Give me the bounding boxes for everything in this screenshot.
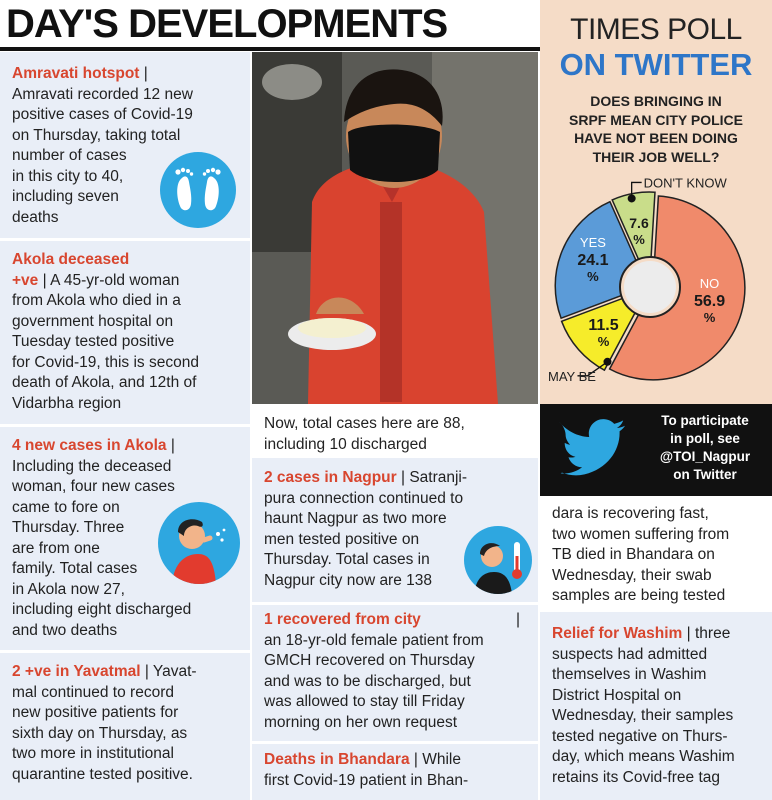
- story-text: came to fore on: [12, 498, 120, 516]
- poll-question: [550, 92, 762, 166]
- pie-unit-label: %: [597, 333, 610, 349]
- story-text: two women suffering from: [552, 525, 730, 543]
- story-text: haunt Nagpur as two more: [264, 510, 447, 527]
- story-kicker: Deaths in Bhandara: [264, 751, 410, 768]
- story-text: two more in institutional: [12, 745, 174, 762]
- twitter-bird-icon: [556, 418, 632, 482]
- story-text: day, which means Washim: [552, 748, 735, 765]
- story-text: death of Akola, and 12th of: [12, 374, 197, 391]
- divider: [0, 238, 250, 241]
- poll-question-line: SRPF MEAN CITY POLICE: [569, 111, 743, 128]
- story-text: dara is recovering fast,: [552, 505, 709, 522]
- story-kicker: +ve: [12, 271, 39, 289]
- poll-question-line: HAVE NOT BEEN DOING: [574, 130, 738, 146]
- story-akola-new: 4 new cases in Akola | Including the deceased woman, four new cases came to fore on Thursday. Three are from one family. Total cases in Akola now 27, including eight discharged and two deaths: [0, 430, 250, 641]
- child-with-mask-photo: [252, 52, 538, 404]
- story-text: government hospital on: [12, 312, 174, 330]
- callout-dot: [603, 358, 611, 366]
- story-text: themselves in Washim: [552, 666, 707, 683]
- pie-value-label: 11.5: [588, 316, 619, 334]
- story-text: Now, total cases here are 88,: [264, 415, 465, 432]
- pie-value-label: 7.6: [629, 215, 649, 232]
- poll-question-line: DOES BRINGING IN: [590, 93, 722, 109]
- story-text: pura connection continued to: [264, 489, 464, 507]
- story-text: Amravati recorded 12 new: [12, 85, 193, 103]
- twitter-callout-text: [642, 412, 768, 484]
- story-washim: Relief for Washim | three suspects had admitted themselves in Washim District Hospital on Wednesday, their samples tested negative on Thurs- day, which means Washim retains its Covid-free tag: [540, 618, 772, 788]
- story-text: Satranji-: [409, 469, 468, 486]
- story-text: Nagpur city now are 138: [264, 571, 433, 589]
- pie-unit-label: %: [587, 269, 599, 285]
- divider: [0, 650, 250, 653]
- story-text: positive cases of Covid-19: [12, 106, 193, 123]
- story-text: including 10 discharged: [264, 435, 427, 453]
- story-text: Including the deceased: [12, 457, 172, 475]
- story-text: Tuesday tested positive: [12, 333, 175, 350]
- story-text: suspects had admitted: [552, 645, 708, 663]
- story-text: from Akola who died in a: [12, 292, 181, 309]
- story-text: and two deaths: [12, 621, 118, 639]
- page-title: DAY'S DEVELOPMENTS: [6, 2, 448, 46]
- story-amravati: Amravati hotspot | Amravati recorded 12 new positive cases of Covid-19 on Thursday, taking total number of cases in this city to 40, including seven deaths: [0, 58, 250, 228]
- pie-category-label: NO: [699, 275, 720, 291]
- fever-thermometer-icon: [464, 526, 532, 594]
- times-poll-panel: [540, 0, 772, 404]
- story-kicker: 1 recovered from city: [264, 611, 421, 628]
- pie-category-label: DON'T KNOW: [643, 175, 727, 191]
- story-text: deaths: [12, 208, 59, 226]
- story-text: for Covid-19, this is second: [12, 353, 199, 371]
- story-text: first Covid-19 patient in Bhan-: [264, 771, 469, 789]
- story-kicker: Amravati hotspot: [12, 65, 140, 82]
- story-kicker: 2 +ve in Yavatmal: [12, 663, 141, 680]
- story-text: Vidarbha region: [12, 394, 122, 412]
- story-text: Yavat-: [152, 663, 197, 680]
- story-text: Wednesday, their samples: [552, 707, 734, 724]
- pie-value-label: 56.9: [693, 292, 726, 310]
- story-text: woman, four new cases: [12, 478, 175, 495]
- story-kicker: 2 cases in Nagpur: [264, 469, 397, 486]
- poll-subtitle: ON TWITTER: [559, 47, 753, 82]
- story-text: A 45-yr-old woman: [50, 271, 180, 289]
- poll-title: TIMES POLL: [570, 13, 742, 46]
- story-text: Thursday. Total cases in: [264, 551, 430, 568]
- story-text: sixth day on Thursday, as: [12, 724, 188, 742]
- twitter-line: on Twitter: [673, 467, 737, 482]
- story-text: was allowed to stay till Friday: [264, 693, 465, 710]
- story-text: family. Total cases: [12, 560, 138, 577]
- twitter-handle[interactable]: @TOI_Nagpur: [659, 449, 751, 464]
- story-text: three: [694, 625, 731, 642]
- story-text: number of cases: [12, 147, 127, 164]
- twitter-callout: [540, 404, 772, 496]
- story-text: on Thursday, taking total: [12, 126, 181, 144]
- pie-category-label: MAY BE: [548, 368, 596, 384]
- story-text: Thursday. Three: [12, 519, 125, 536]
- story-text: an 18-yr-old female patient from: [264, 631, 484, 649]
- story-akola-deceased: Akola deceased +ve | A 45-yr-old woman from Akola who died in a government hospital on Tuesday tested positive for Covid-19, this is second death of Akola, and 12th of Vidarbha region: [0, 244, 250, 414]
- donut-center: [624, 261, 676, 313]
- story-text: new positive patients for: [12, 704, 179, 721]
- twitter-line: in poll, see: [670, 431, 740, 446]
- twitter-line: To participate: [661, 413, 749, 428]
- story-text: morning on her own request: [264, 713, 458, 731]
- story-text: in Akola now 27,: [12, 580, 125, 598]
- story-continued-total: [252, 408, 538, 455]
- story-text: including eight discharged: [12, 601, 192, 618]
- poll-donut-chart: [540, 170, 772, 404]
- story-text: including seven: [12, 188, 119, 205]
- story-text: quarantine tested positive.: [12, 765, 193, 783]
- story-kicker: Relief for Washim: [552, 625, 683, 642]
- story-nagpur: 2 cases in Nagpur | Satranji- pura connection continued to haunt Nagpur as two more men tested positive on Thursday. Total cases in Nagpur city now are 138: [252, 462, 538, 591]
- story-bhandara: Deaths in Bhandara | While first Covid-19 patient in Bhan-: [252, 744, 538, 791]
- story-kicker: Akola deceased: [12, 251, 130, 268]
- story-bhandara-continued: [540, 498, 772, 607]
- headline-rule: [0, 47, 540, 51]
- story-text: samples are being tested: [552, 587, 726, 604]
- story-text: Wednesday, their swab: [552, 566, 712, 584]
- pie-unit-label: %: [633, 232, 645, 248]
- story-text: in this city to 40,: [12, 167, 124, 185]
- pie-category-label: YES: [579, 235, 606, 251]
- story-kicker: 4 new cases in Akola: [12, 437, 167, 454]
- pie-unit-label: %: [703, 309, 716, 325]
- story-text: are from one: [12, 539, 100, 557]
- story-text: While: [422, 751, 461, 768]
- divider: [0, 424, 250, 427]
- pie-value-label: 24.1: [577, 252, 609, 270]
- poll-question-line: THEIR JOB WELL?: [592, 148, 720, 165]
- story-text: tested negative on Thurs-: [552, 727, 728, 745]
- story-text: men tested positive on: [264, 530, 420, 548]
- story-text: District Hospital on: [552, 686, 682, 704]
- story-text: TB died in Bhandara on: [552, 546, 715, 563]
- story-text: and was to be discharged, but: [264, 672, 471, 690]
- coughing-person-icon: [158, 502, 240, 584]
- story-recovered: 1 recovered from city | an 18-yr-old female patient from GMCH recovered on Thursday and was to be discharged, but was allowed to stay till Friday morning on her own request: [252, 604, 538, 733]
- story-text: GMCH recovered on Thursday: [264, 652, 475, 669]
- story-yavatmal: 2 +ve in Yavatmal | Yavat- mal continued to record new positive patients for sixth day on Thursday, as two more in institutional quarantine tested positive.: [0, 656, 250, 785]
- story-text: retains its Covid-free tag: [552, 768, 720, 786]
- footprints-icon: [160, 152, 236, 228]
- story-text: mal continued to record: [12, 683, 174, 701]
